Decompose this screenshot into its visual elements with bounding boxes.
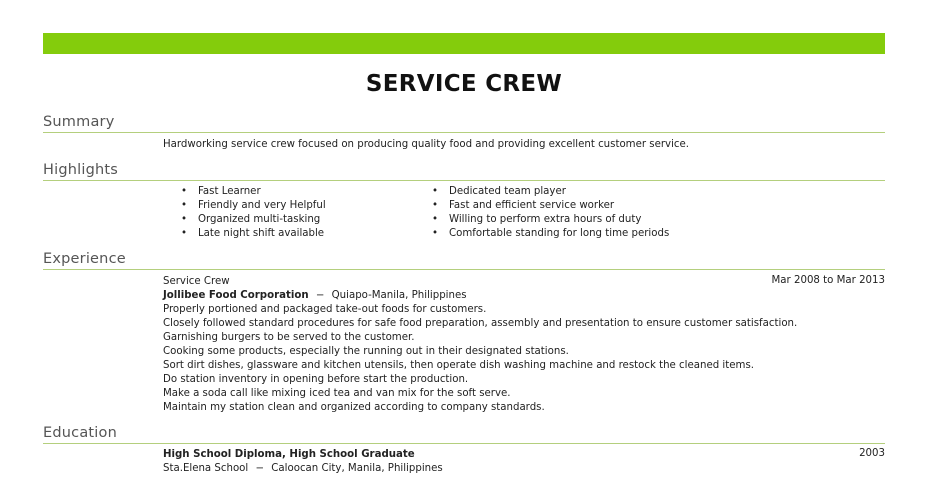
highlight-item: • Late night shift available xyxy=(181,228,325,239)
bullet-icon: • xyxy=(432,228,439,239)
highlights-divider xyxy=(43,180,885,181)
bullet-icon: • xyxy=(181,214,188,225)
experience-heading: Experience xyxy=(43,251,126,267)
duty-line: Garnishing burgers to be served to the customer. xyxy=(163,332,415,343)
school-name: Sta.Elena School xyxy=(163,463,249,474)
degree: High School Diploma, High School Graduate xyxy=(163,449,415,460)
job-title: Service Crew xyxy=(163,276,230,287)
job-company-line xyxy=(163,289,467,303)
duty-line: Maintain my station clean and organized according to company standards. xyxy=(163,402,545,413)
bullet-icon: • xyxy=(432,186,439,197)
school-location: Caloocan City, Manila, Philippines xyxy=(271,463,443,474)
summary-heading: Summary xyxy=(43,114,115,130)
highlights-right-list xyxy=(432,185,669,241)
education-divider xyxy=(43,443,885,444)
duty-line: Cooking some products, especially the running out in their designated stations. xyxy=(163,346,569,357)
summary-text: Hardworking service crew focused on producing quality food and providing excellent customer service. xyxy=(163,139,690,150)
job-duties xyxy=(163,303,797,415)
highlight-item: • Comfortable standing for long time periods xyxy=(432,228,670,239)
bullet-icon: • xyxy=(181,186,188,197)
company-location: Quiapo-Manila, Philippines xyxy=(331,290,467,301)
accent-header-bar xyxy=(43,33,885,54)
job-dates: Mar 2008 to Mar 2013 xyxy=(771,275,885,286)
separator: − xyxy=(255,463,265,474)
summary-divider xyxy=(43,132,885,133)
highlights-heading: Highlights xyxy=(43,162,119,178)
resume-name: SERVICE CREW xyxy=(365,71,563,97)
duty-line: Do station inventory in opening before start the production. xyxy=(163,374,469,385)
highlight-item: • Friendly and very Helpful xyxy=(181,200,326,211)
school-line xyxy=(163,462,443,476)
experience-divider xyxy=(43,269,885,270)
bullet-icon: • xyxy=(181,200,188,211)
duty-line: Sort dirt dishes, glassware and kitchen utensils, then operate dish washing machine and restock the cleaned items. xyxy=(163,360,754,371)
highlight-item: • Dedicated team player xyxy=(432,186,566,197)
highlights-left-list xyxy=(181,185,326,241)
education-year: 2003 xyxy=(859,448,885,459)
duty-line: Make a soda call like mixing iced tea and van mix for the soft serve. xyxy=(163,388,511,399)
highlight-item: • Fast and efficient service worker xyxy=(432,200,615,211)
bullet-icon: • xyxy=(181,228,188,239)
bullet-icon: • xyxy=(432,200,439,211)
company-name: Jollibee Food Corporation xyxy=(163,290,309,301)
highlight-item: • Organized multi-tasking xyxy=(181,214,321,225)
bullet-icon: • xyxy=(432,214,439,225)
duty-line: Closely followed standard procedures for safe food preparation, assembly and presentation to ensure customer satisfaction. xyxy=(163,318,798,329)
education-heading: Education xyxy=(43,425,117,441)
highlight-item: • Fast Learner xyxy=(181,186,261,197)
highlight-item: • Willing to perform extra hours of duty xyxy=(432,214,642,225)
separator: − xyxy=(315,290,325,301)
duty-line: Properly portioned and packaged take-out foods for customers. xyxy=(163,304,487,315)
